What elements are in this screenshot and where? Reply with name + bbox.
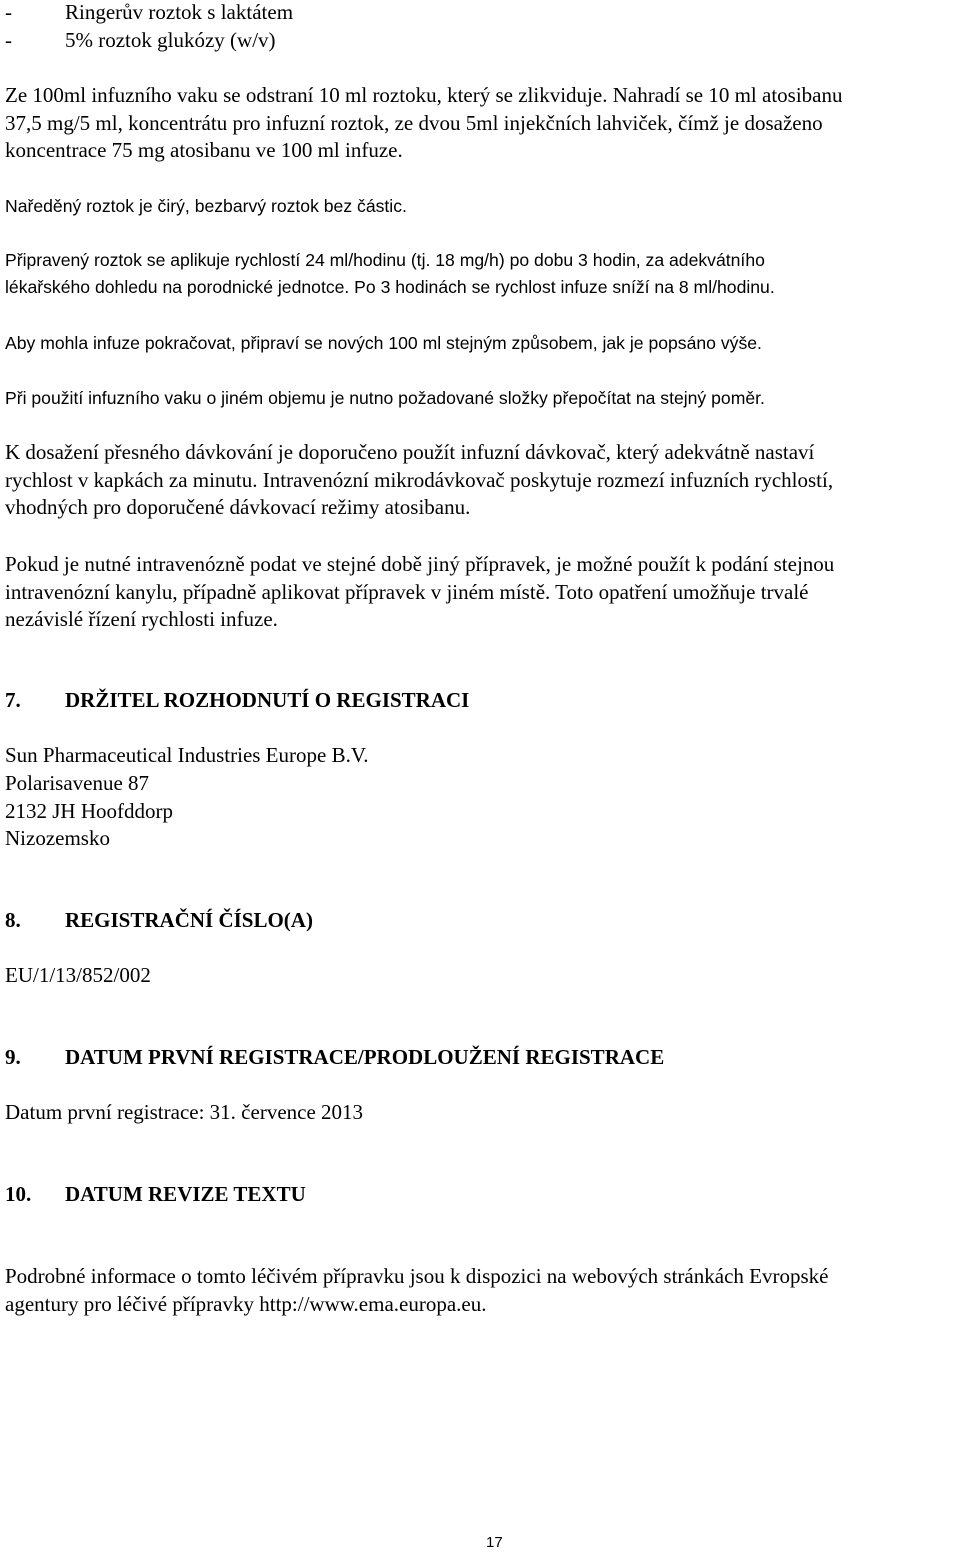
section-heading-revision-date — [5, 1180, 306, 1208]
section-title: DATUM REVIZE TEXTU — [65, 1182, 306, 1206]
section-number: 8. — [5, 908, 21, 932]
section-title: REGISTRAČNÍ ČÍSLO(A) — [65, 908, 313, 932]
list-item-text: Ringerův roztok s laktátem — [65, 0, 294, 24]
section-heading-first-registration-date — [5, 1043, 664, 1071]
section-title: DRŽITEL ROZHODNUTÍ O REGISTRACI — [65, 688, 470, 712]
list-item-text: 5% roztok glukózy (w/v) — [65, 28, 276, 52]
list-bullet: - — [5, 0, 12, 24]
paragraph-continuation: Aby mohla infuze pokračovat, připraví se nových 100 ml stejným způsobem, jak je popsáno výše. — [5, 333, 762, 353]
section-number: 10. — [5, 1182, 32, 1206]
paragraph-infusion-rate: Připravený roztok se aplikuje rychlostí 24 ml/hodinu (tj. 18 mg/h) po dobu 3 hodin, za adekvátního lékařského dohledu na porodnické jednotce. Po 3 hodinách se rychlost infuze sníží na 8 ml/hodinu. — [5, 250, 775, 297]
address-street: Polarisavenue 87 — [5, 771, 150, 795]
section-heading-registration-number — [5, 906, 313, 934]
first-registration-date: Datum první registrace: 31. července 2013 — [5, 1100, 364, 1124]
section-number: 9. — [5, 1045, 21, 1069]
section-title: DATUM PRVNÍ REGISTRACE/PRODLOUŽENÍ REGISTRACE — [65, 1045, 665, 1069]
list-item — [5, 0, 293, 26]
address-company: Sun Pharmaceutical Industries Europe B.V. — [5, 743, 369, 767]
list-item — [5, 26, 276, 54]
page-number: 17 — [486, 1534, 503, 1551]
section-number: 7. — [5, 688, 21, 712]
paragraph-appearance: Naředěný roztok je čirý, bezbarvý roztok bez částic. — [5, 196, 407, 216]
paragraph-other-volume: Při použití infuzního vaku o jiném objemu je nutno požadované složky přepočítat na stejný poměr. — [5, 388, 765, 408]
address-city: 2132 JH Hoofddorp — [5, 799, 173, 823]
paragraph-dosing-pump: K dosažení přesného dávkování je doporučeno použít infuzní dávkovač, který adekvátně nastaví rychlost v kapkách za minutu. Intravenózní mikrodávkovač poskytuje rozmezí infuzních rychlostí, vhodných pro doporučené dávkovací režimy atosibanu. — [5, 440, 834, 519]
list-bullet: - — [5, 28, 12, 52]
paragraph-other-medication: Pokud je nutné intravenózně podat ve stejné době jiný přípravek, je možné použít k podání stejnou intravenózní kanylu, případně aplikovat přípravek v jiném místě. Toto opatření umožňuje trvalé nezávislé řízení rychlosti infuze. — [5, 552, 835, 631]
address-country: Nizozemsko — [5, 826, 110, 850]
registration-number: EU/1/13/852/002 — [5, 963, 151, 987]
section-heading-marketing-authorisation-holder — [5, 686, 469, 714]
paragraph-dilution: Ze 100ml infuzního vaku se odstraní 10 ml roztoku, který se zlikviduje. Nahradí se 10 ml atosibanu 37,5 mg/5 ml, koncentrátu pro infuzní roztok, ze dvou 5ml injekčních lahviček, čímž je dosaženo koncentrace 75 mg atosibanu ve 100 ml infuze. — [5, 83, 843, 162]
paragraph-ema-info: Podrobné informace o tomto léčivém přípravku jsou k dispozici na webových stránkách Evropské agentury pro léčivé přípravky http://www.ema.europa.eu. — [5, 1264, 829, 1316]
